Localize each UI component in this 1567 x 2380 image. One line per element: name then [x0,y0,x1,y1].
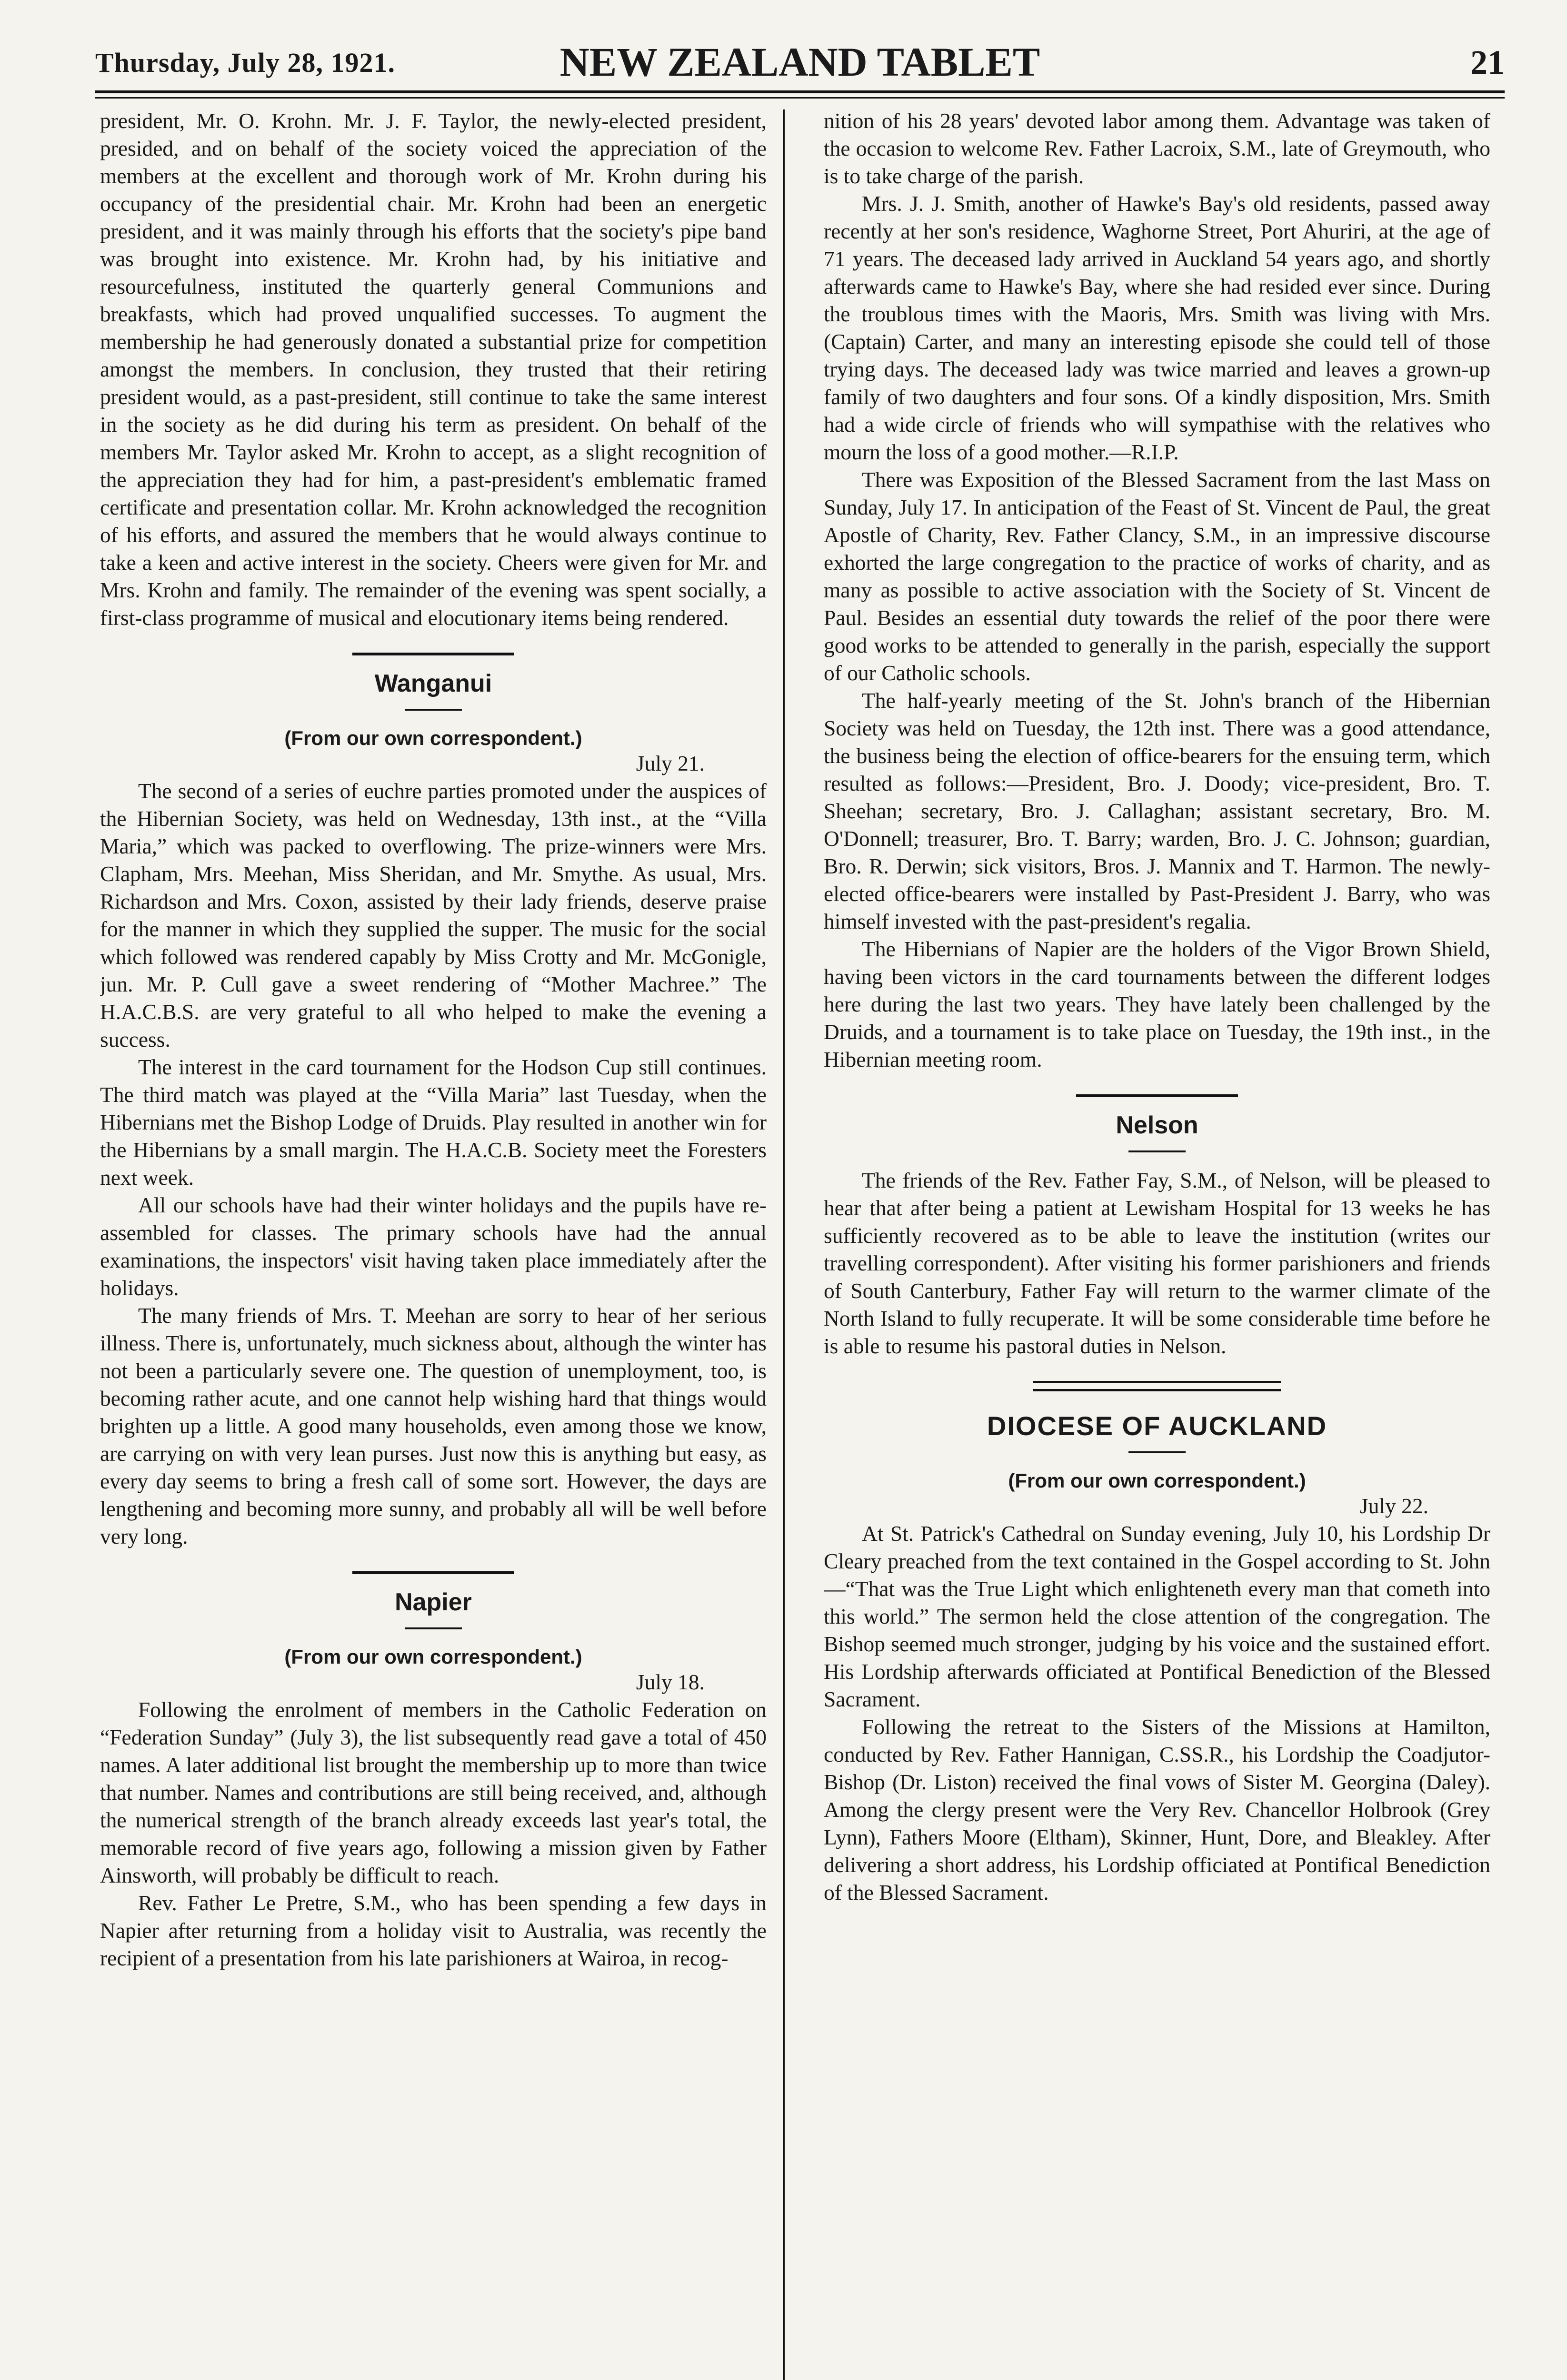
article-paragraph: The many friends of Mrs. T. Meehan are sorry to hear of her serious illness. There is, unfortunately, much sickness about, although the winter has not been a particularly severe one. The question of unemployment, too, is becoming rather acute, and one cannot help wishing hard that things would brighten up a little. A good many households, even among those we know, are carrying on with very lean purses. Just now this is anything but easy, as every day seems to bring a fresh call of some sort. However, the days are lengthening and becoming more sunny, and probably all will be well before very long. [100,1303,767,1548]
article-paragraph: Following the retreat to the Sisters of the Missions at Hamilton, conducted by Rev. Father Hannigan, C.SS.R., his Lordship the Coadjutor-Bishop (Dr. Liston) received the final vows of Sister M. Georgina (Daley). Among the clergy present were the Very Rev. Chancellor Holbrook (Grey Lynn), Fathers Moore (Eltham), Skinner, Hunt, Dore, and Bleakley. After delivering a short address, his Lordship officiated at Pontifical Benediction of the Blessed Sacrament. [824,1715,1490,1904]
header-rule-thin [95,97,1505,99]
masthead-title: NEW ZEALAND TABLET [559,39,1040,85]
column-divider [783,109,785,2380]
heading-dash [1128,1451,1186,1453]
nelson-section-header [824,1094,1490,1152]
dateline: July 21. [636,751,705,775]
wanganui-section-header [100,653,767,750]
section-rule [1033,1389,1281,1391]
article-paragraph: Following the enrolment of members in the Catholic Federation on “Federation Sunday” (July 3), the list subsequently read gave a total of 450 names. A later additional list brought the membership up to more than twice that number. Names and contributions are still being received, and, although the numerical strength of the branch already exceeds last year's total, the memorable record of five years ago, following a mission given by Father Ainsworth, will probably be difficult to reach. [100,1697,767,1887]
article-paragraph: The second of a series of euchre parties promoted under the auspices of the Hibernian Society, was held on Wednesday, 13th inst., at the “Villa Maria,” which was packed to overflowing. The prize-winners were Mrs. Clapham, Mrs. Meehan, Miss Sheridan, and Mr. Smythe. As usual, Mrs. Richardson and Mrs. Coxon, assisted by their lady friends, deserve praise for the manner in which they supplied the supper. The music for the social which followed was rendered capably by Miss Crotty and Mr. McGonigle, jun. Mr. P. Cull gave a sweet rendering of “Mother Machree.” The H.A.C.B.S. are very grateful to all who helped to make the evening a success. [100,779,767,1051]
article-paragraph: The interest in the card tournament for the Hodson Cup still continues. The third match was played at the “Villa Maria” last Tuesday, when the Hibernians met the Bishop Lodge of Druids. Play resulted in another win for the Hibernians by a small margin. The H.A.C.B. Society meet the Foresters next week. [100,1055,767,1190]
page-number: 21 [1470,43,1505,81]
dateline: July 22. [1359,1494,1428,1518]
correspondent-note: (From our own correspondent.) [1008,1469,1306,1492]
section-rule [352,653,514,655]
dateline: July 18. [636,1670,705,1694]
article-paragraph: The friends of the Rev. Father Fay, S.M., of Nelson, will be pleased to hear that after being a patient at Lewisham Hospital for 13 weeks he has sufficiently recovered as to be able to leave the institution (writes our travelling correspondent). After visiting his former parishioners and friends of South Canterbury, Father Fay will return to the warmer climate of the North Island to fully recuperate. It will be some considerable time before he is able to resume his pastoral duties in Nelson. [824,1168,1490,1358]
heading-dash [405,709,462,711]
section-heading-nelson: Nelson [1116,1111,1198,1139]
header-rule [95,90,1505,93]
article-paragraph: Mrs. J. J. Smith, another of Hawke's Bay's old residents, passed away recently at her son's residence, Waghorne Street, Port Ahuriri, at the age of 71 years. The deceased lady arrived in Auckland 54 years ago, and shortly afterwards came to Hawke's Bay, where she had resided ever since. During the troublous times with the Maoris, Mrs. Smith was living with Mrs. (Captain) Carter, and many an interesting episode she could tell of those trying days. The deceased lady was twice married and leaves a grown-up family of two daughters and four sons. Of a kindly disposition, Mrs. Smith had a wide circle of friends who will sympathise with the relatives who mourn the loss of a good mother.—R.I.P. [824,191,1490,464]
section-rule [1033,1381,1281,1383]
article-paragraph: There was Exposition of the Blessed Sacrament from the last Mass on Sunday, July 17. In anticipation of the Feast of St. Vincent de Paul, the great Apostle of Charity, Rev. Father Clancy, S.M., in an impressive discourse exhorted the large congregation to the practice of works of charity, and as many as possible to active association with the Society of St. Vincent de Paul. Besides an essential duty towards the relief of the poor there were good works to be attended to generally in the parish, especially the support of our Catholic schools. [824,467,1490,685]
article-paragraph: Rev. Father Le Pretre, S.M., who has been spending a few days in Napier after returning from a holiday visit to Australia, was recently the recipient of a presentation from his late parishioners at Wairoa, in recog- [100,1891,767,1970]
section-rule [352,1571,514,1574]
issue-date: Thursday, July 28, 1921. [95,47,395,78]
correspondent-note: (From our own correspondent.) [284,727,582,749]
page-header [95,38,1505,90]
napier-section-header [100,1571,767,1668]
article-paragraph: All our schools have had their winter holidays and the pupils have re-assembled for classes. The primary schools have had the annual examinations, the inspectors' visit having taken place immediately after the holidays. [100,1193,767,1300]
article-paragraph: The half-yearly meeting of the St. John's branch of the Hibernian Society was held on Tuesday, the 12th inst. There was a good attendance, the business being the election of office-bearers for the ensuing term, which resulted as follows:—President, Bro. J. Doody; vice-president, Bro. T. Sheehan; secretary, Bro. J. Callaghan; assistant secretary, Bro. M. O'Donnell; treasurer, Bro. T. Barry; warden, Bro. J. C. Johnson; guardian, Bro. R. Derwin; sick visitors, Bros. J. Mannix and T. Harmon. The newly-elected office-bearers were installed by Past-President J. Barry, who was himself invested with the past-president's regalia. [824,688,1490,933]
article-paragraph: The Hibernians of Napier are the holders of the Vigor Brown Shield, having been victors in the card tournaments between the different lodges here during the last two years. They have lately been challenged by the Druids, and a tournament is to take place on Tuesday, the 19th inst., in the Hibernian meeting room. [824,937,1490,1071]
right-column [824,107,1490,2380]
article-paragraph: At St. Patrick's Cathedral on Sunday evening, July 10, his Lordship Dr Cleary preached from the text contained in the Gospel according to St. John—“That was the True Light which enlighteneth every man that cometh into this world.” The sermon held the close attention of the congregation. The Bishop seemed much stronger, judging by his voice and the sustained effort. His Lordship afterwards officiated at Pontifical Benediction of the Blessed Sacrament. [824,1521,1490,1711]
section-rule [1076,1094,1238,1097]
correspondent-note: (From our own correspondent.) [284,1646,582,1668]
krohn-paragraph: president, Mr. O. Krohn. Mr. J. F. Taylor, the newly-elected president, presided, and on behalf of the society voiced the appreciation of the members at the excellent and thorough work of Mr. Krohn during his occupancy of the presidential chair. Mr. Krohn had been an energetic president, and it was mainly through his efforts that the society's pipe band was brought into existence. Mr. Krohn had, by his initiative and resourcefulness, instituted the quarterly general Communions and breakfasts, which had proved unqualified successes. To augment the membership he had generously donated a substantial prize for competition amongst the members. In conclusion, they trusted that their retiring president would, as a past-president, still continue to take the same interest in the society as he did during his term as president. On behalf of the members Mr. Taylor asked Mr. Krohn to accept, as a slight recognition of the appreciation they had for him, a past-president's emblematic framed certificate and presentation collar. Mr. Krohn acknowledged the recognition of his efforts, and assured the members that he would always continue to take a keen and active interest in the society. Cheers were given for Mr. and Mrs. Krohn and family. The remainder of the evening was spent socially, a first-class programme of musical and elocutionary items being rendered. [100,109,767,630]
auckland-section-header [824,1381,1490,1492]
section-heading-wanganui: Wanganui [374,670,492,697]
section-heading-napier: Napier [395,1588,472,1616]
left-column [100,107,767,2380]
section-heading-auckland: DIOCESE OF AUCKLAND [987,1411,1327,1441]
article-paragraph: nition of his 28 years' devoted labor among them. Advantage was taken of the occasion to welcome Rev. Father Lacroix, S.M., late of Greymouth, who is to take charge of the parish. [824,109,1490,188]
heading-dash [405,1627,462,1629]
